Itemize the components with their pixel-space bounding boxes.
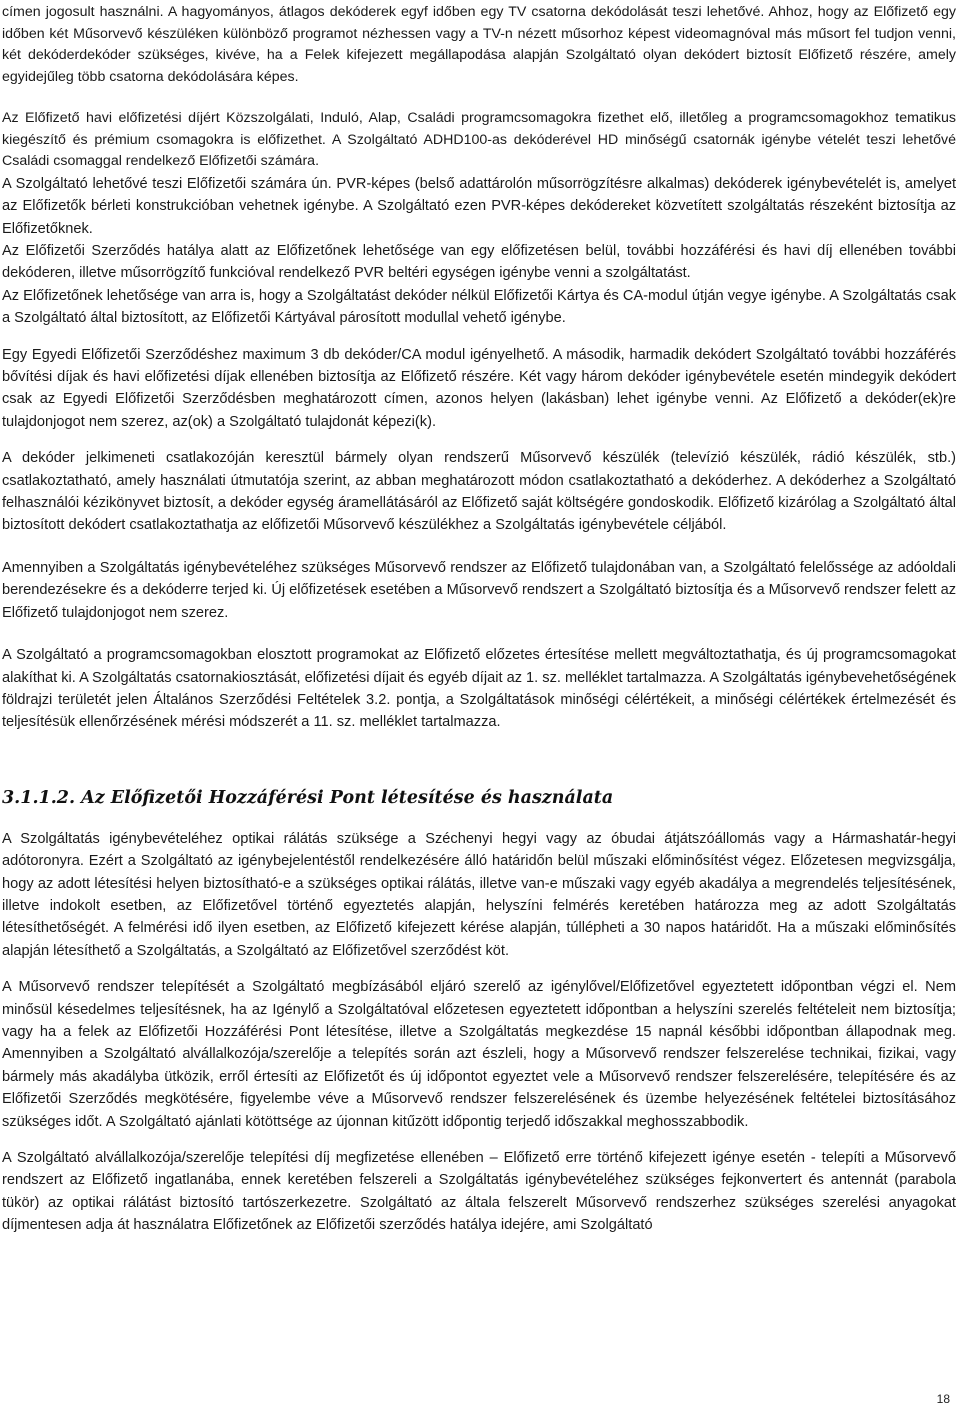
page-number: 18	[936, 1392, 950, 1406]
paragraph-receiver-ownership: Amennyiben a Szolgáltatás igénybevételéhez szükséges Műsorvevő rendszer az Előfizető tulajdonában van, a Szolgáltató felelőssége az adóoldali berendezésekre és a dekóderre terjed ki. Új előfizetések esetében a Műsorvevő rendszert a Szolgáltató biztosítja és a Műsorvevő rendszer felett az Előfizető tulajdonjogot nem szerez.	[2, 559, 956, 621]
paragraph-optical-visibility: A Szolgáltatás igénybevételéhez optikai rálátás szüksége a Széchenyi hegyi vagy az óbudai átjátszóállomás vagy a Hármashatár-hegyi adótoronyra. Ezért a Szolgáltató az igénybejelentéstől rendelkezésére álló határidőn belül műszaki előminősítést végez. Előzetesen megvizsgálja, hogy az adott létesítési helyen biztosítható-e a szükséges optikai rálátás, illetve van-e műszaki vagy egyéb akadálya a megrendelés teljesítésének, illetve indokolt esetben, az Előfizetővel történő egyeztetés alapján, helyszíni felmérés keretében határozza meg az adott Szolgáltatás létesíthetőségét. A felmérési idő ilyen esetben, az Előfizető kifejezett kérése alapján, túllépheti a 30 napos határidőt. Ha a műszaki előminősítés alapján létesíthető a Szolgáltatás, a Szolgáltató az Előfizetővel szerződést köt.	[2, 830, 956, 959]
paragraph-program-changes: A Szolgáltató a programcsomagokban elosztott programokat az Előfizető előzetes értesítése mellett megváltoztathatja, és új programcsomagokat alakíthat ki. A Szolgáltatás csatornakiosztását, előfizetési díjait és egyéb díjait az 1. sz. melléklet tartalmazza. A Szolgáltatás igénybevehetőségének földrajzi területét jelen Általános Szerződési Feltételek 3.2. pontja, a Szolgáltatások minőségi célértékeit, a minőségi célértékek értelmezését és teljesítésük ellenőrzésének mérési módszerét a 11. sz. melléklet tartalmazza.	[2, 647, 956, 731]
paragraph-max-decoders: Egy Egyedi Előfizetői Szerződéshez maximum 3 db dekóder/CA modul igényelhető. A második, harmadik dekódert Szolgáltató további hozzáférés bővítési díjak és havi előfizetési díjak ellenében biztosítja az Előfizető részére. Két vagy három dekóder igénybevétele esetén mindegyik dekódert csak az Egyedi Előfizetői Szerződésben meghatározott címen, azonos helyen (lakásban) lehet igénybe venni. Az Előfizető a dekóder(ek)re tulajdonjogot nem szerez, az(ok) a Szolgáltató tulajdonát képezi(k).	[2, 346, 956, 430]
paragraph-installation-fee: A Szolgáltató alvállalkozója/szerelője telepítési díj megfizetése ellenében – Előfizető erre történő kifejezett igénye esetén - telepíti a Műsorvevő rendszert az Előfizető ingatlanába, ennek keretében felszereli a Szolgáltatás igénybevételéhez szükséges fejkonvertert és antennát (parabola tükör) az optikai rálátást biztosító tartószerkezetre. Szolgáltató az általa felszerelt Műsorvevő rendszerhez szükséges szerelési anyagokat díjmentesen adja át használatra Előfizetőnek az Előfizetői szerződés hatálya idejére, ami Szolgáltató	[2, 1150, 956, 1234]
paragraph-decoder-usage: címen jogosult használni. A hagyományos, átlagos dekóderek egyf időben egy TV csatorna dekódolását teszi lehetővé. Ahhoz, hogy az Előfizető egy időben két Műsorvevő készüléken különböző programot nézhessen vagy a TV-n nézett műsorhoz képest videomagnóval más műsort fel tudjon venni, két dekóderdekóder szükséges, kivéve, ha a Felek kifejezett megállapodása alapján Szolgáltató olyan dekódert biztosít Előfizető részére, amely egyidejűleg több csatorna dekódolására képes.	[2, 4, 956, 85]
paragraph-pvr-decoders: A Szolgáltató lehetővé teszi Előfizetői számára ún. PVR-képes (belső adattárolón műsorrögzítésre alkalmas) dekóderek igénybevételét is, amelyet az Előfizetők bérleti konstrukcióban vehetnek igénybe. A Szolgáltató ezen PVR-képes dekódereket közvetített szolgáltatás részeként biztosítja az Előfizetőknek.	[2, 175, 956, 237]
paragraph-installation: A Műsorvevő rendszer telepítését a Szolgáltató megbízásából eljáró szerelő az igénylővel/Előfizetővel egyeztetett időpontban végzi el. Nem minősül késedelmes teljesítésnek, ha az Igénylő a Szolgáltatóval előzetesen egyeztetett időpontban a helyszíni szerelés feltételeit nem biztosítja; vagy ha a felek az Előfizetői Hozzáférési Pont létesítése, illetve a Szolgáltatás megkezdése 15 napnál későbbi időpontban állapodnak meg. Amennyiben a Szolgáltató alvállalkozója/szerelője a telepítés során azt észleli, hogy a Műsorvevő rendszer felszerelése technikai, fizikai, vagy bármely más akadályba ütközik, erről értesíti az Előfizetőt és új időpontot egyeztet vele a Műsorvevő rendszer felszerelésére, telepítésére és az Előfizetői Szerződés megkötésére, figyelembe véve a Műsorvevő rendszer felszerelésének és üzembe helyezésének feltételei biztosításához szükséges időt. A Szolgáltató ajánlati kötöttsége az újonnan kitűzött időpontig terjedő időszakkal meghosszabbodik.	[2, 979, 956, 1130]
paragraph-subscription-packages: Az Előfizető havi előfizetési díjért Közszolgálati, Induló, Alap, Családi programcsomagokra fizethet elő, illetőleg a programcsomagokhoz tematikus kiegészítő és prémium csomagokra is előfizethet. A Szolgáltató ADHD100-as dekóderével HD minőségű csatornák igénybe vételét teszi lehetővé Családi csomaggal rendelkező Előfizetői számára.	[2, 110, 956, 170]
paragraph-additional-decoders: Az Előfizetői Szerződés hatálya alatt az Előfizetőnek lehetősége van egy előfizetésen belül, további hozzáférési és havi díj ellenében további dekóderen, illetve műsorrögzítő funkcióval rendelkező PVR beltéri egységen igénybe venni a szolgáltatást.	[2, 243, 956, 282]
paragraph-decoder-connection: A dekóder jelkimeneti csatlakozóján keresztül bármely olyan rendszerű Műsorvevő készülék (televízió készülék, rádió készülék, stb.) csatlakoztatható, amely használati útmutatója szerint, az abban meghatározott módon csatlakoztatható a dekóderhez. A dekóderhez a Szolgáltató felhasználói kézikönyvet biztosít, a dekóder egység áramellátásáról az Előfizető saját költségére gondoskodik. Előfizető kizárólag a Szolgáltató által biztosított dekódert csatlakoztathatja az előfizetői Műsorvevő készülékhez a Szolgáltatás igénybevétele céljából.	[2, 450, 956, 534]
paragraph-ca-module: Az Előfizetőnek lehetősége van arra is, hogy a Szolgáltatást dekóder nélkül Előfizetői Kártya és CA-modul útján vegye igénybe. A Szolgáltatás csak a Szolgáltató által biztosított, az Előfizetői Kártyával párosított modullal vehető igénybe.	[2, 287, 956, 327]
section-heading: 3.1.1.2. Az Előfizetői Hozzáférési Pont létesítése és használata	[2, 787, 614, 808]
